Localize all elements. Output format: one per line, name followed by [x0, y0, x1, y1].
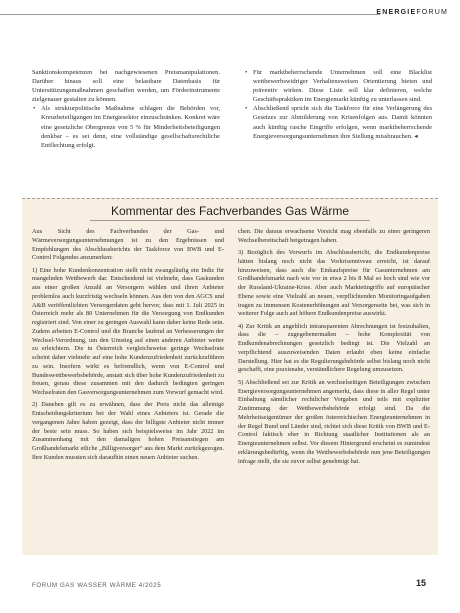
title-underline — [90, 220, 370, 221]
bullet-item: • Abschließend spricht sich die Taskforce für eine Verlängerung des Gesetzes zur Abmilderung von Krisenfolgen aus. Damit könnten auch künftig rasche Eingriffe erfolgen, wenn marktbeherrschende Energieversorgungsunternehmen ihre Stellung missbrauchen. ◂ — [244, 104, 432, 140]
comment-paragraph: 1) Eine hohe Kundenkonzentration stellt nicht zwangsläufig ein Indiz für mangelnden Wettbewerb dar. Entscheidend ist vielmehr, dass Gaskunden aus einer großen Anzahl an Versorgern wählen und ihren Anbieter problemlos auch kurzfristig wechseln können. Aus den von den AGCS und A&B veröffentlichten Versorgerdaten geht hervor, dass mit 1. Juli 2025 in Österreich mehr als 80 Unternehmen für die Versorgung von Endkunden registriert sind. Von einer zu geringen Auswahl kann daher keine Rede sein. Zudem arbeiten E-Control und die Branche laufend an Verbesserungen der Wechsel-Verordnung, um den Umstieg auf einen anderen Anbieter weiter zu erleichtern. Die in Österreich vergleichsweise geringe Wechselrate scheint daher vielmehr auf eine hohe Kundenzufriedenheit zurückzuführen zu sein. Insofern wirkt es befremdlich, wenn von E-Control und Bundeswettbewerbsbehörde, anstatt sich über hohe Kundenzufriedenheit zu freuen, genau diese zusammen mit den dadurch bedingten geringen Wechselraten den Gasversorgungsunternehmen zum Vorwurf gemacht wird. — [32, 266, 224, 397]
article-paragraph: Sanktionskompetenzen bei nachgewiesenen Preismanipulationen. Darüber hinaus soll eine belastbare Datenbasis für Unterstützungsmaßnahmen geschaffen werden, um Förderinstrumente zielgenauer gestalten zu können. — [32, 69, 220, 104]
bullet-item: • Für marktbeherrschende Unternehmen soll eine Blacklist wettbewerbswidriger Verhaltensweisen Orientierung bieten und präventiv wirken. Diese Liste soll klar definieren, welche Geschäftspraktiken im Energiemarkt künftig zu unterlassen sind. — [244, 68, 432, 104]
box-top-rule — [22, 198, 438, 199]
footer-publication: FORUM GAS WASSER WÄRME 4/2025 — [32, 582, 162, 589]
comment-column-right — [238, 228, 430, 470]
comment-paragraph: 3) Bezüglich des Vorwurfs im Abschlussbericht, die Endkundenpreise hätten bislang noch nicht das Vorkrisenniveau erreicht, ist darauf hinzuweisen, dass auch die Einkaufspreise für Gasunternehmen am Großhandelsmarkt nach wie vor in etwa 2 bis 8 Mal so hoch sind wie vor der Russland-Ukraine-Krise. Aber auch Marktetingriffe auf europäischer Ebene sowie eine Vielzahl an neuen, verpflichtenden Monitoringaufgaben tragen zu immensen Kostenerhöhungen auf Versorgerseite bei, was sich in weiterer Folge auch auf höhere Endkundenpreise auswirkt. — [238, 249, 430, 318]
comment-paragraph: 5) Abschließend sei zur Kritik an wechselseitigen Beteiligungen zwischen Energieversorgungsunternehmen angemerkt, dass diese in aller Regel unter Einhaltung sämtlicher rechtlicher Vorgaben und teils mit expliziter Zustimmung der Wettbewerbsbehörde erfolgt sind. Da die Mehrheitseigentümer der großen österreichischen Energieunternehmen in der Regel Bund und Länder sind, richtet sich diese Kritik von BWB und E-Control faktisch eher in Richtung staatlicher Institutionen als an Energieunternehmen selbst. Vor diesem Hintergrund erscheint es zumindest erklärungsbedürftig, wenn die Wettbewerbsbehörde nun jene Beteiligungen infrage stellt, die sie zuvor selbst genehmigt hat. — [238, 378, 430, 465]
article-columns — [32, 68, 432, 150]
comment-column-left — [32, 228, 224, 470]
comment-paragraph: 4) Zur Kritik an angeblich intransparenten Abrechnungen ist festzuhalten, dass die – zugegebenermaßen – hohe Komplexität von Endkundenabrechnungen gesetzlich bedingt ist. Die Vielzahl an verpflichtend auszuweisenden Daten erlaubt eben keine einfache Darstellung. Hier hat es die Regulierungsbehörde selbst bislang noch nicht geschafft, eine praxisnahe, verständlichere Regelung umzusetzen. — [238, 322, 430, 374]
brand-rest: FORUM — [416, 9, 448, 16]
comment-columns — [32, 228, 430, 470]
article-column-right — [244, 68, 432, 150]
comment-paragraph: Aus Sicht des Fachverbandes der Gas- und Wärmeversorgungsunternehmungen ist zu den Ergebnissen und Empfehlungen des Abschlussberichts der Taskforce von BWB und E-Control Folgendes anzumerken: — [32, 228, 224, 262]
comment-paragraph: 2) Daneben gilt es zu erwähnen, dass der Preis nicht das alleinige Entscheidungskriterium bei der Wahl eines Anbieters ist. Gerade die vergangenen Jahre haben gezeigt, dass der billigste Anbieter nicht immer der beste sein muss. So haben sich beispielsweise im Jahr 2022 im Zusammenhang mit den damaligen hohen Preisanstiegen am Großhandelsmarkt etliche „Billigversorger“ aus dem Markt zurückgezogen. Ihre Kunden mussten sich daraufhin einen neuen Anbieter suchen. — [32, 401, 224, 461]
publication-brand — [376, 9, 448, 16]
comment-box-title: Kommentar des Fachverbandes Gas Wärme — [110, 204, 350, 218]
comment-box — [22, 198, 438, 555]
page-number: 15 — [415, 578, 426, 588]
bullet-item: • Als strukturpolitische Maßnahme schlagen die Behörden vor, Kreuzbeteiligungen im Energiesektor einzuschränken. Konkret wäre eine gesetzliche Obergrenze von 5 % für Minderheitsbeteiligungen denkbar – es sei denn, eine vollständige gesellschaftsrechtliche Entflechtung erfolgt. — [32, 104, 220, 149]
header-rule — [0, 14, 380, 15]
comment-paragraph: chen. Die daraus erwachsene Vorsicht mag ebenfalls zu einer geringeren Wechselbereitschaft beigetragen haben. — [238, 228, 430, 244]
article-column-left — [32, 68, 220, 150]
brand-bold: ENERGIE — [376, 9, 417, 16]
